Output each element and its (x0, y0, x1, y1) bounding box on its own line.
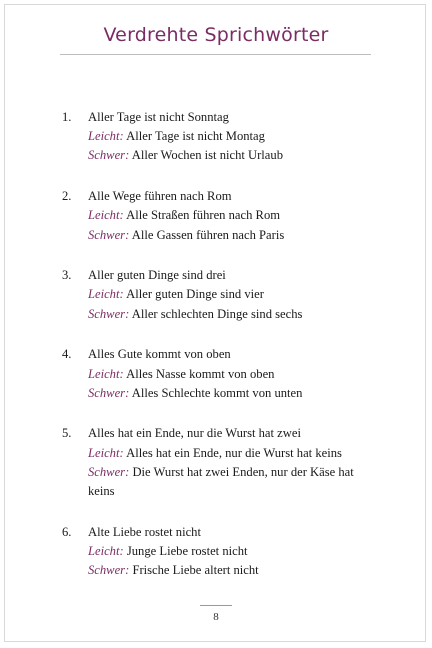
list-item (62, 424, 382, 501)
hard-line (88, 305, 382, 324)
hard-label: Schwer: (88, 464, 130, 479)
item-body (88, 523, 382, 581)
item-number: 2. (62, 189, 72, 204)
page-number: 8 (213, 611, 219, 623)
easy-text: Aller guten Dinge sind vier (126, 287, 264, 302)
item-number: 5. (62, 426, 72, 441)
easy-text: Aller Tage ist nicht Montag (126, 129, 265, 144)
hard-line (88, 146, 382, 165)
list-item (62, 345, 382, 403)
proverb-text: Aller guten Dinge sind drei (88, 268, 226, 283)
hard-label: Schwer: (88, 227, 130, 242)
hard-text: Alle Gassen führen nach Paris (131, 227, 285, 242)
footer-divider (200, 605, 232, 606)
easy-label: Leicht: (88, 287, 124, 302)
item-body (88, 424, 382, 501)
easy-text: Alles hat ein Ende, nur die Wurst hat keins (126, 445, 342, 460)
easy-label: Leicht: (88, 208, 124, 223)
easy-line (88, 444, 382, 463)
hard-text: Frische Liebe altert nicht (132, 563, 259, 578)
item-body (88, 345, 382, 403)
easy-line (88, 127, 382, 146)
proverb-text: Aller Tage ist nicht Sonntag (88, 110, 229, 124)
item-body (88, 266, 382, 324)
easy-label: Leicht: (88, 129, 124, 144)
easy-line (88, 365, 382, 384)
easy-line (88, 285, 382, 304)
easy-text: Junge Liebe rostet nicht (126, 543, 248, 558)
hard-line (88, 384, 382, 403)
hard-line (88, 226, 382, 245)
item-number: 4. (62, 347, 72, 362)
hard-label: Schwer: (88, 148, 130, 163)
hard-text: Alles Schlechte kommt von unten (131, 385, 303, 400)
proverb-list (62, 108, 382, 602)
hard-label: Schwer: (88, 385, 130, 400)
page-title: Verdrehte Sprichwörter (103, 24, 329, 46)
easy-label: Leicht: (88, 543, 124, 558)
easy-text: Alle Straßen führen nach Rom (126, 208, 281, 223)
item-number: 1. (62, 110, 72, 124)
list-item (62, 523, 382, 581)
item-number: 6. (62, 524, 72, 539)
hard-label: Schwer: (88, 563, 130, 578)
proverb-text: Alles hat ein Ende, nur die Wurst hat zwei (88, 426, 301, 441)
easy-line (88, 542, 382, 561)
item-number: 3. (62, 268, 72, 283)
hard-label: Schwer: (88, 306, 130, 321)
hard-line (88, 463, 382, 501)
proverb-text: Alle Wege führen nach Rom (88, 189, 232, 204)
easy-text: Alles Nasse kommt von oben (126, 366, 275, 381)
easy-label: Leicht: (88, 445, 124, 460)
hard-text: Die Wurst hat zwei Enden, nur der Käse hat keins (88, 464, 354, 499)
list-item (62, 266, 382, 324)
title-divider (60, 54, 371, 55)
list-item (62, 108, 382, 166)
proverb-text: Alte Liebe rostet nicht (88, 524, 201, 539)
easy-label: Leicht: (88, 366, 124, 381)
hard-text: Aller schlechten Dinge sind sechs (131, 306, 303, 321)
hard-text: Aller Wochen ist nicht Urlaub (131, 148, 283, 163)
proverb-text: Alles Gute kommt von oben (88, 347, 231, 362)
item-body (88, 187, 382, 245)
easy-line (88, 206, 382, 225)
hard-line (88, 561, 382, 580)
list-item (62, 187, 382, 245)
item-body (88, 108, 382, 166)
